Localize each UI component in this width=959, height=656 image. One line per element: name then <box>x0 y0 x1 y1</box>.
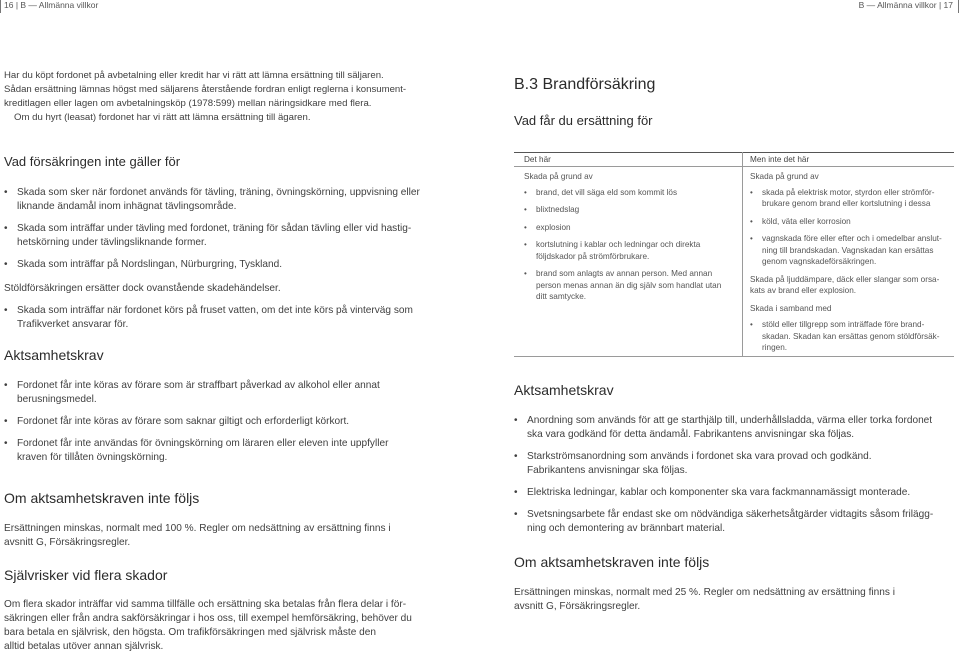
care-requirements-list <box>4 379 459 465</box>
list-item: • Fordonet får inte köras av förare som saknar giltigt och erforderligt körkort. <box>4 415 459 429</box>
table-header-not-covered: Men inte det här <box>750 155 810 164</box>
list-item: • Skada som sker när fordonet används för tävling, träning, övningskörning, uppvisning eller liknande ändamål inom inhägnat tävlingsområde. <box>4 186 459 214</box>
section-title-noncompliance-fire: Om aktsamhetskraven inte följs <box>514 554 710 570</box>
section-title-noncompliance: Om aktsamhetskraven inte följs <box>4 490 200 506</box>
table-bottom-rule <box>514 356 954 357</box>
page-number-left: 16 | B — Allmänna villkor <box>4 0 99 10</box>
intro-paragraph <box>4 69 454 125</box>
intro-line: Har du köpt fordonet på avbetalning eller kredit har vi rätt att lämna ersättning till säljaren. <box>4 70 384 81</box>
list-item: • Svetsningsarbete får endast ske om nödvändiga säkerhetsåtgärder vidtagits såsom frilägg- ning och demontering av brännbart material. <box>514 508 956 536</box>
table-cell-not-covered <box>750 171 950 354</box>
table-column-divider <box>742 152 743 357</box>
fire-care-requirements-list <box>514 414 956 536</box>
section-title-exclusions: Vad försäkringen inte gäller för <box>4 154 181 169</box>
list-item: • brand som anlagts av annan person. Med annan person menas annan än dig själv som handlat utan ditt samtycke. <box>524 268 736 303</box>
intro-line: Om du hyrt (leasat) fordonet har vi rätt att lämna ersättning till ägaren. <box>14 112 311 123</box>
table-header-covered: Det här <box>524 155 551 164</box>
section-title-coverage: Vad får du ersättning för <box>514 113 653 128</box>
intro-line: Sådan ersättning lämnas högst med säljarens återstående fordran enligt reglerna i konsument- <box>4 84 407 95</box>
header-divider-left <box>0 0 1 13</box>
page-title: B.3 Brandförsäkring <box>514 76 656 93</box>
page-header <box>0 0 959 13</box>
covered-list <box>524 187 736 303</box>
intro-line: kreditlagen eller lagen om avbetalningsköp (1978:599) mellan näringsidkare med flera. <box>4 98 372 109</box>
list-item: • Skada som inträffar på Nordslingan, Nürburgring, Tyskland. <box>4 258 459 272</box>
not-covered-list <box>750 187 950 268</box>
list-item: • skada på elektrisk motor, styrdon eller strömför- brukare genom brand eller kortslutning i dessa <box>750 187 950 210</box>
list-item: • explosion <box>524 222 736 234</box>
cell-subheading: Skada på grund av <box>750 172 819 181</box>
coverage-table <box>514 152 954 357</box>
list-item: • Anordning som används för att ge starthjälp till, underhållsladda, värma eller torka fordonet ska vara godkänd för detta ändamål. Fabrikantens anvisningar ska följas. <box>514 414 956 442</box>
exclusions-note: Stöldförsäkringen ersätter dock ovanstående skadehändelser. <box>4 283 281 294</box>
list-item: • blixtnedslag <box>524 204 736 216</box>
list-item: • vagnskada före eller efter och i omedelbar anslut- ning till brandskadan. Vagnskadan kan ersättas genom vagnskadeförsäkringen. <box>750 233 950 268</box>
not-covered-list-2 <box>750 319 950 354</box>
list-item: • stöld eller tillgrepp som inträffade före brand- skadan. Skadan kan ersättas genom stöldförsäk- ringen. <box>750 319 950 354</box>
list-item: • Elektriska ledningar, kablar och komponenter ska vara fackmannamässigt monterade. <box>514 486 956 500</box>
cell-text: Skada på ljuddämpare, däck eller slangar som orsa- kats av brand eller explosion. <box>750 274 940 295</box>
cell-subheading: Skada i samband med <box>750 303 832 313</box>
list-item: • Skada som inträffar när fordonet körs på fruset vatten, om det inte körs på vinterväg som Trafikverket ansvarar för. <box>4 304 459 332</box>
list-item: • Skada som inträffar under tävling med fordonet, träning för sådan tävling eller vid hastig- hetskörning under tävlingsliknande former. <box>4 222 459 250</box>
cell-subheading: Skada på grund av <box>524 172 593 181</box>
noncompliance-text: Ersättningen minskas, normalt med 100 %. Regler om nedsättning av ersättning finns i avsnitt G, Försäkringsregler. <box>4 523 391 548</box>
list-item: • köld, väta eller korrosion <box>750 216 950 228</box>
section-title-care-requirements-fire: Aktsamhetskrav <box>514 382 614 398</box>
exclusions-list <box>4 186 459 272</box>
list-item: • Starkströmsanordning som används i fordonet ska vara provad och godkänd. Fabrikantens anvisningar ska följas. <box>514 450 956 478</box>
table-cell-covered <box>524 171 736 303</box>
section-title-deductibles: Självrisker vid flera skador <box>4 567 168 583</box>
list-item: • brand, det vill säga eld som kommit lös <box>524 187 736 199</box>
fire-noncompliance-text: Ersättningen minskas, normalt med 25 %. Regler om nedsättning av ersättning finns i avsnitt G, Försäkringsregler. <box>514 587 895 612</box>
section-title-care-requirements: Aktsamhetskrav <box>4 347 104 363</box>
exclusions-list-2 <box>4 304 459 332</box>
list-item: • kortslutning i kablar och ledningar och direkta följdskador på strömförbrukare. <box>524 239 736 262</box>
page-number-right: B — Allmänna villkor | 17 <box>858 0 953 10</box>
list-item: • Fordonet får inte köras av förare som är straffbart påverkad av alkohol eller annat berusningsmedel. <box>4 379 459 407</box>
deductibles-text: Om flera skador inträffar vid samma tillfälle och ersättning ska betalas från flera delar i för- säkringen eller från andra sakförsäkringar i hos oss, till exempel hemförsäkring, behöver du bara betala en självrisk, den högsta. Om trafikförsäkringen med självrisk måste den alltid betalas utöver annan självrisk. <box>4 599 412 652</box>
table-header <box>514 152 954 167</box>
list-item: • Fordonet får inte användas för övningskörning om läraren eller eleven inte uppfyller kraven för tillåten övningskörning. <box>4 437 459 465</box>
